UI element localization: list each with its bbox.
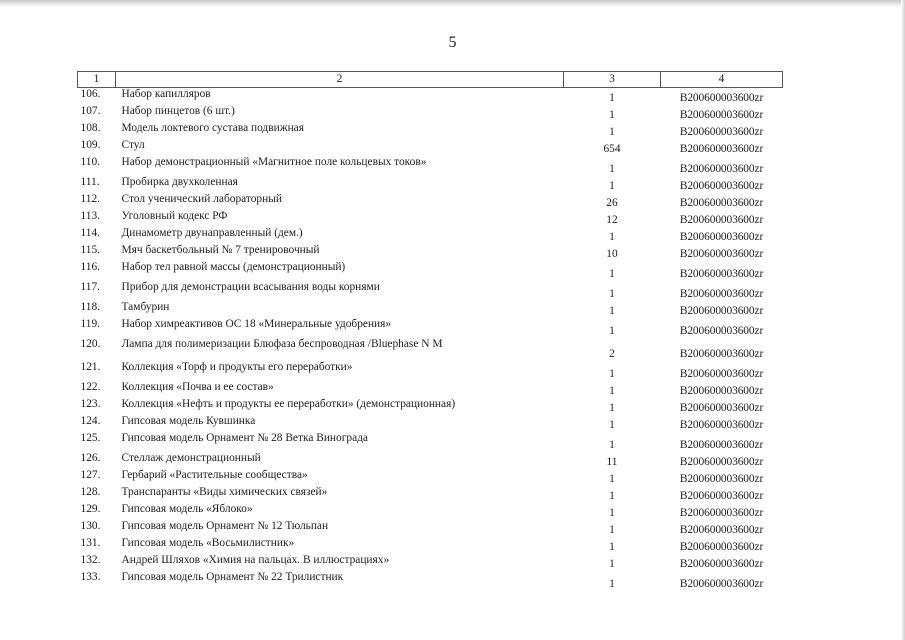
table-row: [78, 301, 783, 318]
table-row: [78, 281, 783, 301]
inventory-table: [77, 71, 783, 591]
table-row: [78, 537, 783, 554]
item-code: B200600003600zr: [679, 142, 764, 155]
row-number: 121.: [80, 360, 101, 373]
item-quantity: 654: [603, 142, 621, 155]
item-name: Коллекция «Торф и продукты его переработки»: [121, 360, 353, 373]
item-quantity: 1: [609, 438, 615, 451]
item-quantity: 1: [609, 384, 615, 397]
item-name: Тамбурин: [121, 300, 170, 313]
item-code: B200600003600zr: [679, 438, 764, 451]
item-quantity: 1: [609, 401, 615, 414]
row-number: 112.: [80, 192, 101, 205]
item-code: B200600003600zr: [679, 455, 764, 468]
item-name: Гипсовая модель «Яблоко»: [121, 502, 253, 515]
table-row: [78, 261, 783, 281]
table-row: [78, 398, 783, 415]
table-row: [78, 318, 783, 338]
item-quantity: 1: [609, 230, 615, 243]
row-number: 123.: [80, 397, 101, 410]
item-name: Андрей Шляхов «Химия на пальцах. В иллюстрациях»: [121, 553, 390, 566]
item-quantity: 1: [609, 267, 615, 280]
item-code: B200600003600zr: [679, 557, 764, 570]
table-row: [78, 176, 783, 193]
item-quantity: 1: [609, 506, 615, 519]
item-quantity: 1: [609, 577, 615, 590]
item-quantity: 1: [609, 91, 615, 104]
item-code: B200600003600zr: [679, 304, 764, 317]
item-code: B200600003600zr: [679, 347, 764, 360]
item-code: B200600003600zr: [679, 401, 764, 414]
row-number: 126.: [80, 451, 101, 464]
page-number: 5: [448, 34, 457, 51]
table-row: [78, 432, 783, 452]
row-number: 120.: [80, 337, 101, 350]
item-quantity: 26: [606, 196, 618, 209]
item-code: B200600003600zr: [679, 523, 764, 536]
item-code: B200600003600zr: [679, 179, 764, 192]
item-name: Лампа для полимеризации Блюфаза беспроводная /Bluephase N M: [121, 337, 443, 350]
row-number: 117.: [80, 280, 101, 293]
item-name: Набор пинцетов (6 шт.): [121, 104, 235, 117]
item-quantity: 1: [609, 472, 615, 485]
table-row: [78, 105, 783, 122]
table-row: [78, 486, 783, 503]
item-name: Уголовный кодекс РФ: [121, 209, 228, 222]
item-quantity: 1: [609, 418, 615, 431]
table-row: [78, 210, 783, 227]
column-header-number: 1: [78, 72, 116, 88]
table-body: [78, 88, 783, 591]
row-number: 107.: [80, 104, 101, 117]
item-code: B200600003600zr: [679, 489, 764, 502]
item-quantity: 1: [609, 367, 615, 380]
item-quantity: 1: [609, 287, 615, 300]
table-row: [78, 503, 783, 520]
item-quantity: 1: [609, 108, 615, 121]
item-name: Гипсовая модель «Восьмилистник»: [121, 536, 295, 549]
table-row: [78, 139, 783, 156]
row-number: 124.: [80, 414, 101, 427]
item-name: Пробирка двухколенная: [121, 175, 238, 188]
item-name: Набор тел равной массы (демонстрационный): [121, 260, 346, 273]
row-number: 131.: [80, 536, 101, 549]
row-number: 128.: [80, 485, 101, 498]
row-number: 118.: [80, 300, 101, 313]
item-name: Набор химреактивов ОС 18 «Минеральные удобрения»: [121, 317, 392, 330]
item-code: B200600003600zr: [679, 367, 764, 380]
item-name: Гипсовая модель Кувшинка: [121, 414, 256, 427]
item-quantity: 1: [609, 304, 615, 317]
table-row: [78, 227, 783, 244]
item-name: Прибор для демонстрации всасывания воды корнями: [121, 280, 380, 293]
item-name: Модель локтевого сустава подвижная: [121, 121, 304, 134]
column-header-quantity: 3: [564, 72, 661, 88]
table-row: [78, 415, 783, 432]
item-quantity: 1: [609, 162, 615, 175]
item-name: Транспаранты «Виды химических связей»: [121, 485, 328, 498]
row-number: 132.: [80, 553, 101, 566]
table-row: [78, 193, 783, 210]
row-number: 108.: [80, 121, 101, 134]
item-code: B200600003600zr: [679, 125, 764, 138]
row-number: 109.: [80, 138, 101, 151]
item-name: Набор демонстрационный «Магнитное поле кольцевых токов»: [121, 155, 427, 168]
table-row: [78, 520, 783, 537]
item-name: Динамометр двунаправленный (дем.): [121, 226, 303, 239]
item-code: B200600003600zr: [679, 196, 764, 209]
row-number: 130.: [80, 519, 101, 532]
table-row: [78, 88, 783, 105]
item-name: Гипсовая модель Орнамент № 12 Тюльпан: [121, 519, 329, 532]
row-number: 122.: [80, 380, 101, 393]
item-name: Стол ученический лабораторный: [121, 192, 282, 205]
item-code: B200600003600zr: [679, 247, 764, 260]
table-row: [78, 122, 783, 139]
item-code: B200600003600zr: [679, 384, 764, 397]
table-row: [78, 156, 783, 176]
table-row: [78, 381, 783, 398]
item-code: B200600003600zr: [679, 506, 764, 519]
item-name: Коллекция «Почва и ее состав»: [121, 380, 274, 393]
item-quantity: 1: [609, 324, 615, 337]
item-code: B200600003600zr: [679, 162, 764, 175]
item-code: B200600003600zr: [679, 577, 764, 590]
item-name: Гипсовая модель Орнамент № 28 Ветка Винограда: [121, 431, 368, 444]
item-name: Гипсовая модель Орнамент № 22 Трилистник: [121, 570, 344, 583]
row-number: 110.: [80, 155, 101, 168]
table-row: [78, 361, 783, 381]
table-row: [78, 244, 783, 261]
row-number: 125.: [80, 431, 101, 444]
row-number: 129.: [80, 502, 101, 515]
item-name: Мяч баскетбольный № 7 тренировочный: [121, 243, 320, 256]
row-number: 127.: [80, 468, 101, 481]
item-code: B200600003600zr: [679, 540, 764, 553]
item-code: B200600003600zr: [679, 324, 764, 337]
item-name: Стеллаж демонстрационный: [121, 451, 261, 464]
item-quantity: 11: [606, 455, 618, 468]
item-quantity: 2: [609, 347, 615, 360]
item-quantity: 1: [609, 125, 615, 138]
item-code: B200600003600zr: [679, 267, 764, 280]
scan-edge-top: [0, 0, 905, 7]
item-quantity: 1: [609, 540, 615, 553]
column-header-code: 4: [661, 72, 783, 88]
item-name: Стул: [121, 138, 145, 151]
column-header-name: 2: [116, 72, 564, 88]
row-number: 133.: [80, 570, 101, 583]
table-row: [78, 469, 783, 486]
item-name: Коллекция «Нефть и продукты ее переработки» (демонстрационная): [121, 397, 456, 410]
row-number: 113.: [80, 209, 101, 222]
item-quantity: 1: [609, 523, 615, 536]
row-number: 116.: [80, 260, 101, 273]
table-row: [78, 338, 783, 361]
item-quantity: 1: [609, 557, 615, 570]
item-code: B200600003600zr: [679, 108, 764, 121]
item-quantity: 12: [606, 213, 618, 226]
item-quantity: 1: [609, 179, 615, 192]
item-code: B200600003600zr: [679, 287, 764, 300]
item-code: B200600003600zr: [679, 213, 764, 226]
item-code: B200600003600zr: [679, 472, 764, 485]
item-name: Набор капилляров: [121, 88, 211, 100]
item-code: B200600003600zr: [679, 91, 764, 104]
table-header-row: [78, 72, 783, 88]
row-number: 106.: [80, 88, 101, 100]
item-code: B200600003600zr: [679, 230, 764, 243]
table-row: [78, 571, 783, 591]
scan-edge-right: [901, 0, 905, 640]
item-quantity: 10: [606, 247, 618, 260]
row-number: 111.: [80, 175, 100, 188]
item-code: B200600003600zr: [679, 418, 764, 431]
row-number: 119.: [80, 317, 101, 330]
table-row: [78, 554, 783, 571]
row-number: 114.: [80, 226, 101, 239]
item-name: Гербарий «Растительные сообщества»: [121, 468, 308, 481]
table-row: [78, 452, 783, 469]
row-number: 115.: [80, 243, 101, 256]
item-quantity: 1: [609, 489, 615, 502]
